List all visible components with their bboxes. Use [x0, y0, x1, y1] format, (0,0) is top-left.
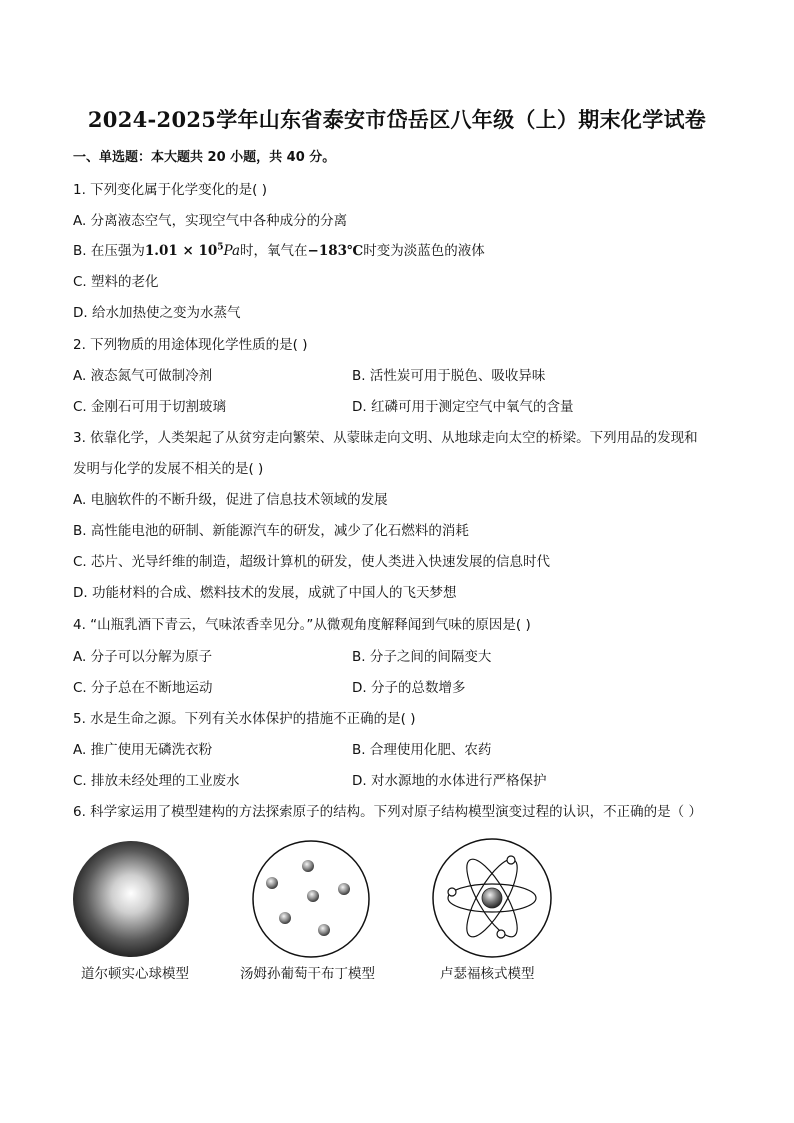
q1-b-pressure: $1.01 \times 10^5Pa$	[144, 242, 241, 259]
q6-stem: 6. 科学家运用了模型建构的方法探索原子的结构。下列对原子结构模型演变过程的认识，不正确的是（ ）	[73, 804, 702, 820]
q2-stem: 2. 下列物质的用途体现化学性质的是( )	[73, 337, 308, 353]
thomson-model-label: 汤姆孙葡萄干布丁模型	[240, 966, 375, 982]
q1-option-d: D. 给水加热使之变为水蒸气	[73, 305, 241, 321]
q1-option-a: A. 分离液态空气，实现空气中各种成分的分离	[73, 213, 348, 229]
q1-stem: 1. 下列变化属于化学变化的是( )	[73, 182, 267, 198]
q3-option-a: A. 电脑软件的不断升级，促进了信息技术领域的发展	[73, 492, 388, 508]
q5-stem: 5. 水是生命之源。下列有关水体保护的措施不正确的是( )	[73, 711, 416, 727]
q2-option-a: A. 液态氮气可做制冷剂	[73, 368, 213, 384]
q2-option-b: B. 活性炭可用于脱色、吸收异味	[352, 368, 546, 384]
q1-option-c: C. 塑料的老化	[73, 274, 159, 290]
q5-option-b: B. 合理使用化肥、农药	[352, 742, 492, 758]
q4-option-d: D. 分子的总数增多	[352, 680, 466, 696]
q3-stem-line1: 3. 依靠化学，人类架起了从贫穷走向繁荣、从蒙昧走向文明、从地球走向太空的桥梁。下列用品的发现和	[73, 430, 698, 446]
plum-pudding-icon	[250, 838, 372, 960]
q1-b-pre: B. 在压强为	[73, 243, 145, 259]
rutherford-model-label: 卢瑟福核式模型	[440, 966, 535, 982]
solid-sphere-icon	[70, 838, 192, 960]
q4-option-a: A. 分子可以分解为原子	[73, 649, 213, 665]
q2-option-d: D. 红磷可用于测定空气中氧气的含量	[352, 399, 574, 415]
nuclear-atom-icon	[430, 836, 554, 960]
q5-option-c: C. 排放未经处理的工业废水	[73, 773, 240, 789]
q5-option-d: D. 对水源地的水体进行严格保护	[352, 773, 547, 789]
q5-option-a: A. 推广使用无磷洗衣粉	[73, 742, 213, 758]
q1-b-temp: −183℃	[307, 243, 364, 259]
q2-option-c: C. 金刚石可用于切割玻璃	[73, 399, 227, 415]
page-title: 2024-2025学年山东省泰安市岱岳区八年级（上）期末化学试卷	[87, 107, 707, 132]
q3-option-b: B. 高性能电池的研制、新能源汽车的研发，减少了化石燃料的消耗	[73, 523, 469, 539]
q4-option-c: C. 分子总在不断地运动	[73, 680, 213, 696]
q3-option-d: D. 功能材料的合成、燃料技术的发展，成就了中国人的飞天梦想	[73, 585, 457, 601]
section-heading: 一、单选题：本大题共 20 小题，共 40 分。	[73, 150, 336, 165]
q3-stem-line2: 发明与化学的发展不相关的是( )	[73, 461, 264, 477]
q1-option-b	[73, 239, 485, 259]
dalton-model-label: 道尔顿实心球模型	[81, 966, 189, 982]
q3-option-c: C. 芯片、光导纤维的制造，超级计算机的研发，使人类进入快速发展的信息时代	[73, 554, 551, 570]
q1-b-mid: 时，氧气在	[240, 243, 308, 259]
q4-option-b: B. 分子之间的间隔变大	[352, 649, 492, 665]
q1-b-post: 时变为淡蓝色的液体	[363, 243, 485, 259]
q4-stem: 4. “山瓶乳酒下青云，气味浓香幸见分。”从微观角度解释闻到气味的原因是( )	[73, 617, 531, 633]
